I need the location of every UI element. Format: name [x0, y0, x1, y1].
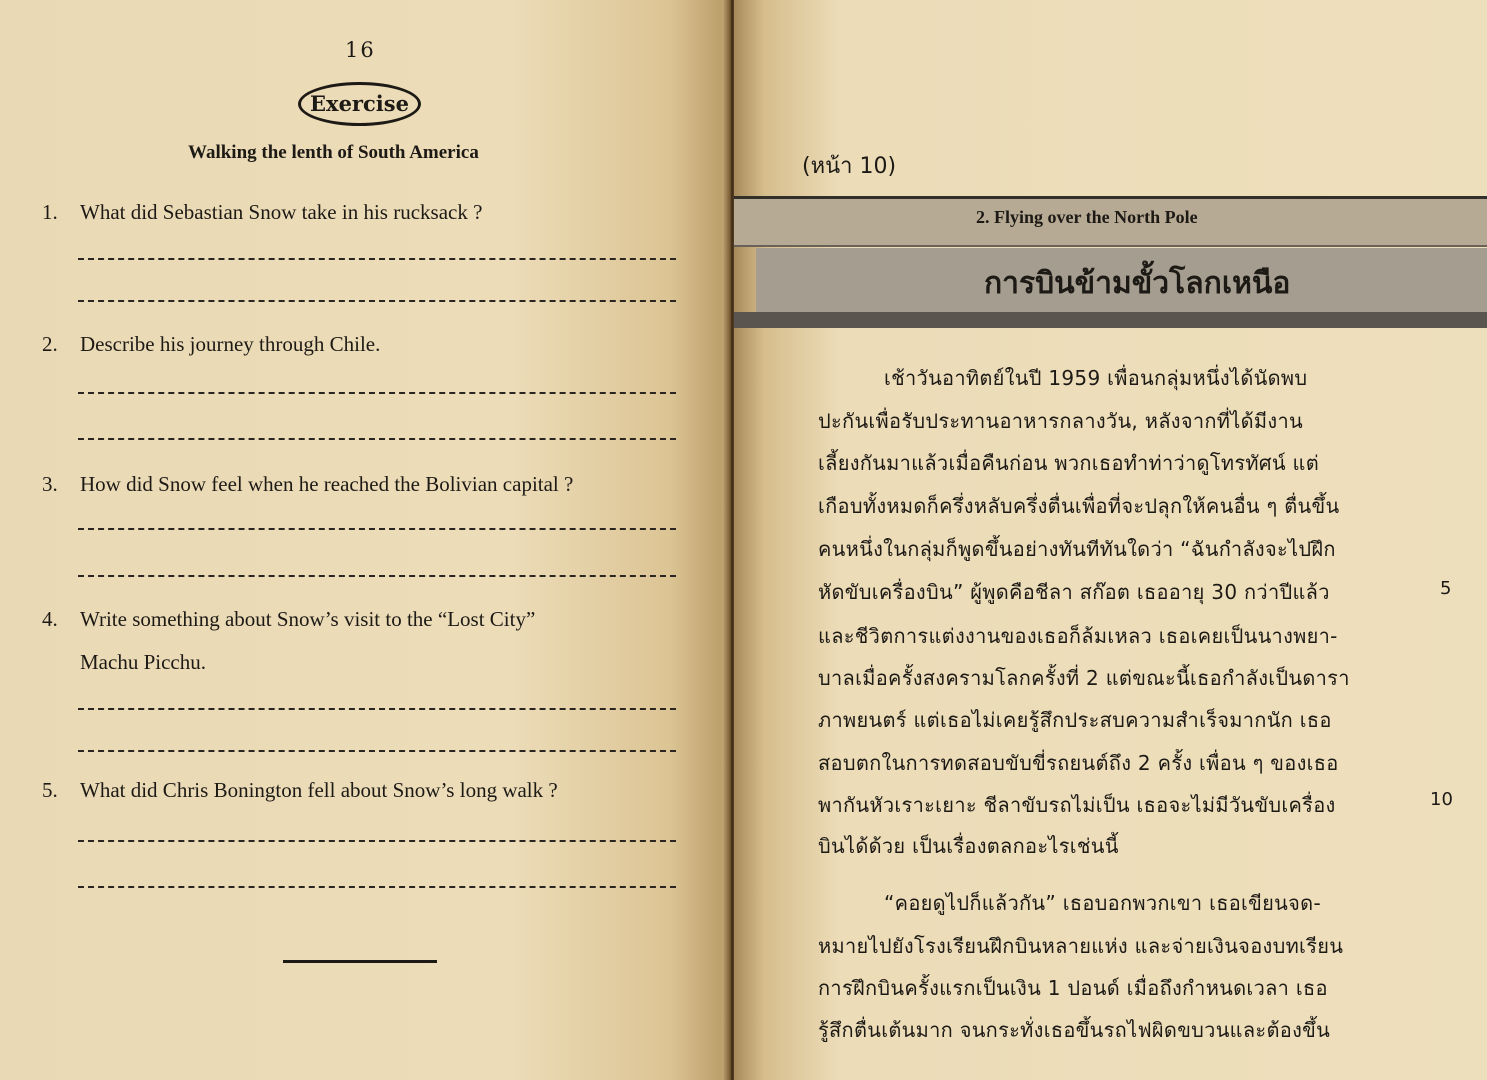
answer-line: [78, 258, 676, 260]
question-text: What did Sebastian Snow take in his rucksack ?: [80, 200, 483, 224]
answer-line: [78, 300, 676, 302]
question-text: Describe his journey through Chile.: [80, 332, 381, 356]
text-line: และชีวิตการแต่งงานของเธอก็ล้มเหลว เธอเคยเป็นนางพยา-: [818, 624, 1338, 648]
answer-line: [78, 840, 676, 842]
page-reference: (หน้า 10): [802, 154, 897, 179]
text-line: บาลเมื่อครั้งสงครามโลกครั้งที่ 2 แต่ขณะนี้เธอกำลังเป็นดารา: [818, 666, 1350, 690]
text-line: สอบตกในการทดสอบขับขี่รถยนต์ถึง 2 ครั้ง เพื่อน ๆ ของเธอ: [818, 751, 1339, 775]
question-1: [42, 200, 482, 225]
question-number: 3.: [42, 472, 58, 496]
question-5: [42, 778, 558, 803]
text-line: ปะกันเพื่อรับประทานอาหารกลางวัน, หลังจากที่ได้มีงาน: [818, 409, 1303, 433]
exercise-subtitle: Walking the lenth of South America: [188, 142, 479, 163]
text-line: เกือบทั้งหมดก็ครึ่งหลับครึ่งตื่นเพื่อที่จะปลุกให้คนอื่น ๆ ตื่นขึ้น: [818, 494, 1340, 518]
answer-line: [78, 392, 676, 394]
question-number: 4.: [42, 607, 58, 631]
text-line: การฝึกบินครั้งแรกเป็นเงิน 1 ปอนด์ เมื่อถึงกำหนดเวลา เธอ: [818, 976, 1328, 1000]
page-number: 16: [345, 38, 376, 62]
text-line: หัดขับเครื่องบิน” ผู้พูดคือชีลา สก๊อต เธออายุ 30 กว่าปีแล้ว: [818, 580, 1330, 604]
text-line: หมายไปยังโรงเรียนฝึกบินหลายแห่ง และจ่ายเงินจองบทเรียน: [818, 934, 1344, 958]
answer-line: [78, 886, 676, 888]
english-title: 2. Flying over the North Pole: [976, 207, 1198, 227]
text-line: เช้าวันอาทิตย์ในปี 1959 เพื่อนกลุ่มหนึ่งได้นัดพบ: [884, 366, 1308, 390]
answer-line: [78, 528, 676, 530]
text-line: ภาพยนตร์ แต่เธอไม่เคยรู้สึกประสบความสำเร็จมากนัก เธอ: [818, 708, 1332, 732]
question-2: [42, 332, 380, 357]
question-number: 2.: [42, 332, 58, 356]
question-number: 1.: [42, 200, 58, 224]
text-line: “คอยดูไปก็แล้วกัน” เธอบอกพวกเขา เธอเขียนจด-: [884, 891, 1321, 915]
right-page: [734, 0, 1487, 1080]
text-line: รู้สึกตื่นเต้นมาก จนกระทั่งเธอขึ้นรถไฟผิดขบวนและต้องขึ้น: [818, 1018, 1331, 1042]
question-text: How did Snow feel when he reached the Bolivian capital ?: [80, 472, 574, 496]
question-number: 5.: [42, 778, 58, 802]
thai-title-band: [756, 248, 1487, 312]
question-4-continuation: Machu Picchu.: [80, 650, 206, 674]
line-number: 10: [1430, 789, 1453, 810]
exercise-badge: Exercise: [298, 82, 421, 126]
title-underline-bar: [734, 312, 1487, 328]
english-title-band: [734, 196, 1487, 247]
question-3: [42, 472, 573, 497]
answer-line: [78, 438, 676, 440]
question-text: Write something about Snow’s visit to the “Lost City”: [80, 607, 536, 631]
left-page: [0, 0, 728, 1080]
text-line: บินได้ด้วย เป็นเรื่องตลกอะไรเช่นนี้: [818, 834, 1119, 858]
answer-line: [78, 750, 676, 752]
answer-line: [78, 708, 676, 710]
question-text: What did Chris Bonington fell about Snow’s long walk ?: [80, 778, 558, 802]
answer-line: [78, 575, 676, 577]
question-4: [42, 607, 535, 632]
text-line: เลี้ยงกันมาแล้วเมื่อคืนก่อน พวกเธอทำท่าว่าดูโทรทัศน์ แต่: [818, 451, 1319, 475]
text-line: พากันหัวเราะเยาะ ชีลาขับรถไม่เป็น เธอจะไม่มีวันขับเครื่อง: [818, 793, 1336, 817]
thai-title: การบินข้ามขั้วโลกเหนือ: [984, 266, 1291, 301]
end-rule: [283, 960, 437, 963]
text-line: คนหนึ่งในกลุ่มก็พูดขึ้นอย่างทันทีทันใดว่า “ฉันกำลังจะไปฝึก: [818, 537, 1336, 561]
line-number: 5: [1440, 578, 1452, 599]
